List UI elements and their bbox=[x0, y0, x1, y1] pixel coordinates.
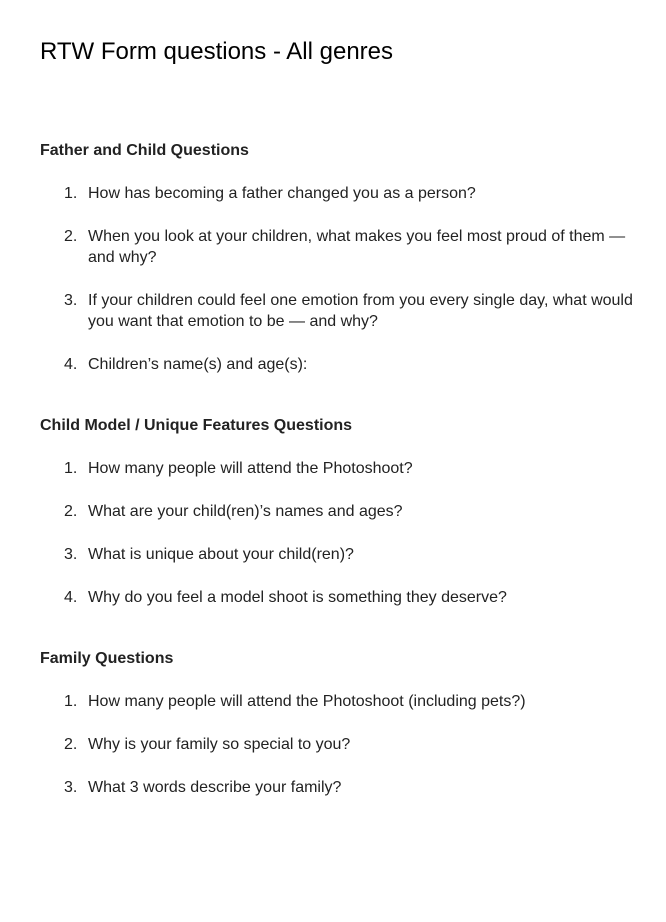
item-number: 4. bbox=[64, 356, 78, 373]
question-text: How has becoming a father changed you as a person? bbox=[88, 185, 476, 202]
question-text: If your children could feel one emotion from you every single day, what would you want that emotion to be — and why? bbox=[88, 292, 633, 330]
list-item bbox=[40, 544, 640, 565]
list-item bbox=[40, 734, 640, 755]
question-text: How many people will attend the Photoshoot (including pets?) bbox=[88, 693, 526, 710]
list-item bbox=[40, 587, 640, 608]
item-number: 1. bbox=[64, 693, 78, 710]
section-heading: Family Questions bbox=[40, 650, 174, 667]
item-number: 2. bbox=[64, 228, 78, 245]
question-list bbox=[40, 458, 640, 608]
question-text: What is unique about your child(ren)? bbox=[88, 546, 354, 563]
question-list bbox=[40, 691, 640, 798]
question-text: What are your child(ren)’s names and ages? bbox=[88, 503, 403, 520]
item-number: 3. bbox=[64, 546, 78, 563]
question-text: Children’s name(s) and age(s): bbox=[88, 356, 308, 373]
list-item bbox=[40, 183, 640, 204]
section-child-model bbox=[40, 415, 640, 608]
list-item bbox=[40, 691, 640, 712]
list-item bbox=[40, 501, 640, 522]
question-text: When you look at your children, what makes you feel most proud of them — and why? bbox=[88, 228, 626, 266]
item-number: 2. bbox=[64, 503, 78, 520]
list-item bbox=[40, 290, 640, 332]
question-text: How many people will attend the Photoshoot? bbox=[88, 460, 413, 477]
item-number: 3. bbox=[64, 292, 78, 309]
list-item bbox=[40, 226, 640, 268]
question-text: What 3 words describe your family? bbox=[88, 779, 342, 796]
question-text: Why is your family so special to you? bbox=[88, 736, 351, 753]
list-item bbox=[40, 458, 640, 479]
item-number: 2. bbox=[64, 736, 78, 753]
question-text: Why do you feel a model shoot is something they deserve? bbox=[88, 589, 507, 606]
item-number: 1. bbox=[64, 460, 78, 477]
list-item bbox=[40, 777, 640, 798]
section-father-and-child bbox=[40, 140, 640, 375]
section-family bbox=[40, 648, 640, 798]
item-number: 1. bbox=[64, 185, 78, 202]
item-number: 3. bbox=[64, 779, 78, 796]
section-heading: Father and Child Questions bbox=[40, 142, 249, 159]
question-list bbox=[40, 183, 640, 375]
document-title: RTW Form questions - All genres bbox=[40, 38, 394, 65]
list-item bbox=[40, 354, 640, 375]
item-number: 4. bbox=[64, 589, 78, 606]
section-heading: Child Model / Unique Features Questions bbox=[40, 417, 353, 434]
